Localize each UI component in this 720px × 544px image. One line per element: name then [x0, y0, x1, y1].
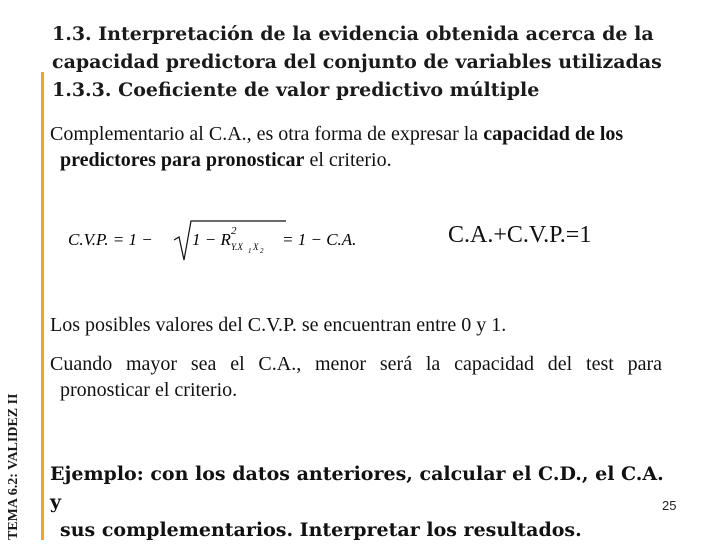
example-line-2: sus complementarios. Interpretar los resultados. [60, 519, 582, 541]
formula-radicand: 1 − R [192, 230, 231, 249]
paragraph-example [50, 460, 675, 544]
definition-text: Complementario al C.A., es otra forma de expresar la [50, 123, 484, 145]
formula-sub-2: 2 [260, 247, 264, 255]
identity-formula: C.A.+C.V.P.=1 [448, 222, 592, 248]
sidebar-accent-bar [41, 72, 44, 540]
paragraph-interpretation [50, 351, 662, 403]
formula-rhs: = 1 − C.A. [282, 230, 357, 249]
formula-lhs: C.V.P. = 1 − [68, 230, 153, 249]
definition-bold-1: capacidad de los [483, 123, 624, 145]
formula-sub-sep: X [253, 242, 259, 252]
interpretation-line-2: pronosticar el criterio. [60, 379, 238, 401]
title-line-2: capacidad predictora del conjunto de variables utilizadas [52, 51, 662, 73]
example-line-1: Ejemplo: con los datos anteriores, calcular el C.D., el C.A. y [50, 463, 664, 513]
sidebar-label: TEMA 6.2: VALIDEZ II [6, 393, 21, 540]
title-line-3: 1.3.3. Coeficiente de valor predictivo múltiple [52, 79, 540, 101]
formula-sub-1: 1 [248, 247, 252, 255]
cvp-formula [68, 218, 378, 266]
sidebar-label-container [6, 336, 30, 540]
paragraph-range: Los posibles valores del C.V.P. se encuentran entre 0 y 1. [50, 314, 507, 336]
definition-end: el criterio. [304, 149, 392, 171]
definition-bold-2: predictores para pronosticar [60, 149, 305, 171]
interpretation-line-1: Cuando mayor sea el C.A., menor será la capacidad del test para [50, 353, 662, 375]
page-number: 25 [662, 498, 677, 513]
formula-sub: Y.X [231, 242, 243, 252]
formula-sup: 2 [231, 225, 237, 237]
page-title [52, 20, 692, 104]
paragraph-definition [50, 121, 700, 173]
title-line-1: 1.3. Interpretación de la evidencia obtenida acerca de la [52, 23, 654, 45]
